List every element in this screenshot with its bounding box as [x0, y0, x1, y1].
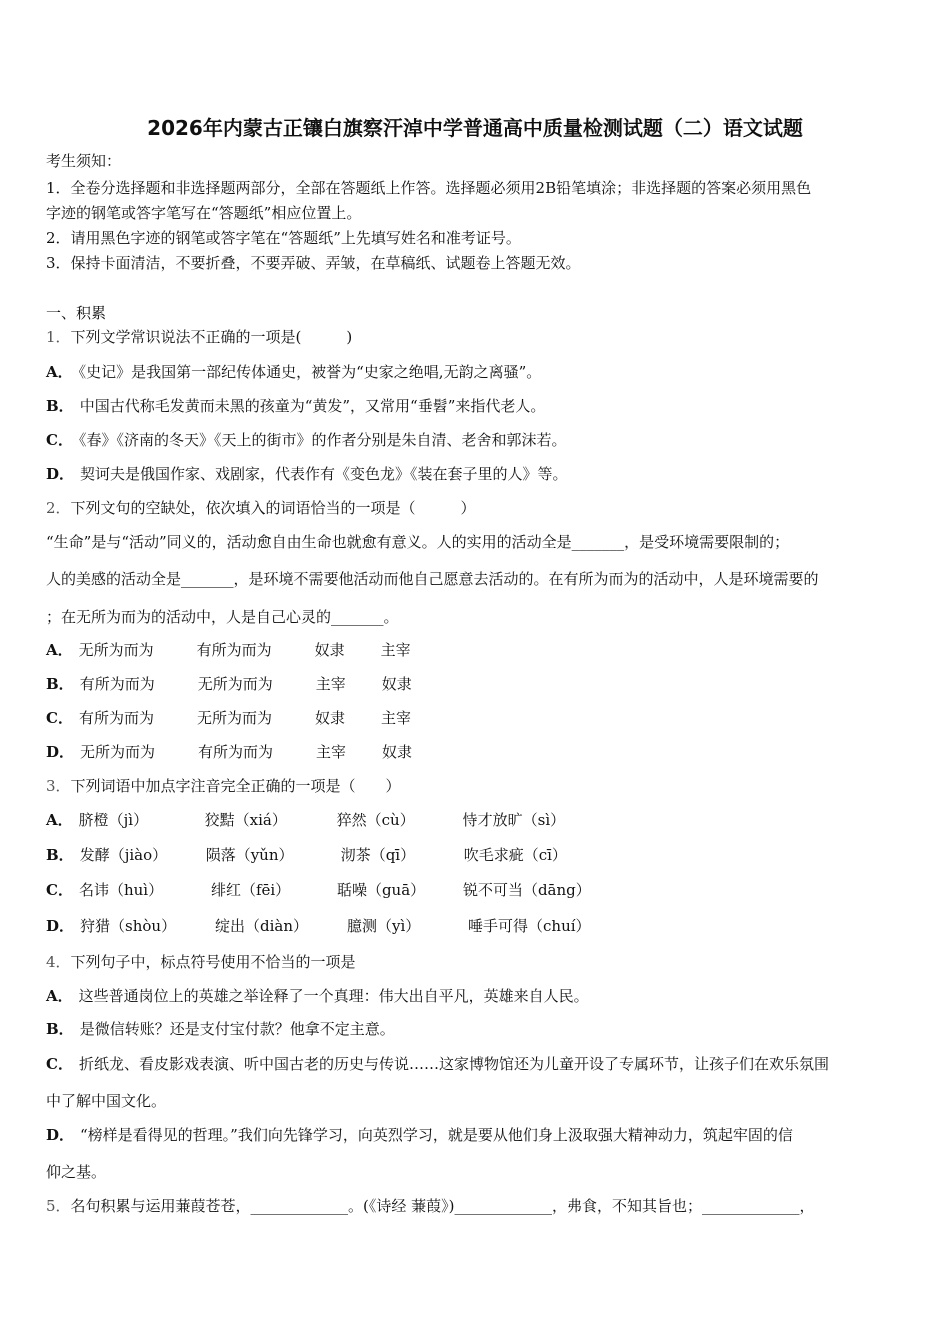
option-label: D． — [46, 743, 75, 761]
choice-word: 主宰 — [316, 743, 347, 761]
section-heading: 一、积累 — [46, 304, 107, 322]
notice-heading: 考生须知： — [46, 152, 122, 170]
choice-word: 锐不可当（dāng） — [462, 881, 591, 899]
q2-option-a[interactable] — [46, 639, 411, 660]
choice-word: 奴隶 — [381, 675, 412, 693]
choice-word: 奴隶 — [314, 641, 345, 659]
choice-word: 无所为而为 — [80, 743, 156, 761]
option-text: “榜样是看得见的哲理。”我们向先锋学习，向英烈学习，就是要从他们身上汲取强大精神动力，筑起牢固的信 — [80, 1126, 793, 1144]
question-number: 2． — [46, 499, 71, 517]
page-title: 2026年内蒙古正镶白旗察汗淖中学普通高中质量检测试题（二）语文试题 — [147, 116, 803, 140]
option-label: C． — [46, 709, 73, 727]
choice-word: 有所为而为 — [78, 709, 154, 727]
choice-word: 主宰 — [380, 641, 411, 659]
q1-option-b[interactable] — [46, 395, 545, 416]
option-label: B． — [46, 397, 74, 415]
q4-option-d-continued: 仰之基。 — [46, 1163, 107, 1181]
q2-option-c[interactable] — [46, 707, 411, 728]
q2-option-b[interactable] — [46, 673, 412, 694]
choice-word: 名讳（huì） — [78, 881, 164, 899]
option-text: 折纸龙、看皮影戏表演、听中国古老的历史与传说……这家博物馆还为儿童开设了专属环节，让孩子们在欢乐氛围 — [78, 1055, 829, 1073]
option-label: C． — [46, 431, 73, 449]
option-text: 《史记》是我国第一部纪传体通史，被誉为“史家之绝唱,无韵之离骚”。 — [78, 363, 542, 381]
question-number: 4． — [46, 953, 71, 971]
notice-line-1: 1．全卷分选择题和非选择题两部分，全部在答题纸上作答。选择题必须用2B铅笔填涂；非选择题的答案必须用黑色 — [46, 179, 812, 197]
q4-option-b[interactable] — [46, 1018, 395, 1039]
notice-line-2: 字迹的钢笔或答字笔写在“答题纸”相应位置上。 — [46, 204, 362, 222]
q3-option-c[interactable] — [46, 879, 591, 900]
choice-word: 聒噪（guā） — [336, 881, 426, 899]
choice-word: 绯红（fēi） — [210, 881, 291, 899]
question-5-stem — [46, 1195, 815, 1216]
choice-word: 狩猎（shòu） — [80, 917, 177, 935]
question-text: 下列词语中加点字注音完全正确的一项是（ ） — [70, 777, 401, 795]
q4-option-c[interactable] — [46, 1053, 829, 1074]
notice-line-4: 3．保持卡面清洁，不要折叠，不要弄破、弄皱，在草稿纸、试题卷上答题无效。 — [46, 254, 581, 272]
question-number: 1． — [46, 328, 71, 346]
choice-word: 脐橙（jì） — [78, 811, 149, 829]
notice-line-3: 2．请用黑色字迹的钢笔或答字笔在“答题纸”上先填写姓名和准考证号。 — [46, 229, 521, 247]
choice-word: 有所为而为 — [79, 675, 155, 693]
option-label: A． — [46, 987, 73, 1005]
choice-word: 无所为而为 — [78, 641, 154, 659]
choice-word: 有所为而为 — [198, 743, 274, 761]
question-text: 下列文学常识说法不正确的一项是( ) — [70, 328, 353, 346]
question-3-stem — [46, 775, 401, 796]
q1-option-c[interactable] — [46, 429, 566, 450]
option-text: 《春》《济南的冬天》《天上的街市》的作者分别是朱自清、老舍和郭沫若。 — [78, 431, 567, 449]
q4-option-c-continued: 中了解中国文化。 — [46, 1092, 167, 1110]
q4-option-d[interactable] — [46, 1124, 793, 1145]
q2-passage-line-3: ；在无所为而为的活动中，人是自己心灵的_______。 — [46, 608, 399, 626]
option-label: D． — [46, 465, 75, 483]
question-4-stem — [46, 951, 356, 972]
q1-option-d[interactable] — [46, 463, 568, 484]
question-text: 下列文句的空缺处，依次填入的词语恰当的一项是（ ） — [70, 499, 476, 517]
option-label: A． — [46, 363, 73, 381]
option-label: B． — [46, 846, 74, 864]
choice-word: 绽出（diàn） — [215, 917, 309, 935]
question-number: 5． — [46, 1197, 71, 1215]
question-text: 名句积累与运用蒹葭苍苍，_____________。(《诗经 蒹葭》)_____________，弗食，不知其旨也；_____________， — [70, 1197, 815, 1215]
option-label: D． — [46, 917, 75, 935]
q2-passage-line-1: “生命”是与“活动”同义的，活动愈自由生命也就愈有意义。人的实用的活动全是_______，是受环境需要限制的； — [46, 533, 790, 551]
option-label: C． — [46, 881, 73, 899]
choice-word: 吹毛求疵（cī） — [463, 846, 567, 864]
q3-option-b[interactable] — [46, 844, 567, 865]
question-number: 3． — [46, 777, 71, 795]
choice-word: 臆测（yì） — [347, 917, 421, 935]
option-text: 契诃夫是俄国作家、戏剧家，代表作有《变色龙》《装在套子里的人》等。 — [80, 465, 568, 483]
choice-word: 唾手可得（chuí） — [468, 917, 591, 935]
option-text: 是微信转账？还是支付宝付款？他拿不定主意。 — [79, 1020, 395, 1038]
option-label: B． — [46, 675, 74, 693]
choice-word: 奴隶 — [382, 743, 413, 761]
choice-word: 主宰 — [315, 675, 346, 693]
choice-word: 无所为而为 — [196, 709, 272, 727]
option-label: D． — [46, 1126, 75, 1144]
question-2-stem — [46, 497, 476, 518]
choice-word: 沏茶（qī） — [340, 846, 416, 864]
choice-word: 奴隶 — [314, 709, 345, 727]
choice-word: 有所为而为 — [196, 641, 272, 659]
q4-option-a[interactable] — [46, 985, 589, 1006]
option-text: 中国古代称毛发黄而未黑的孩童为“黄发”，又常用“垂髫”来指代老人。 — [79, 397, 546, 415]
q3-option-d[interactable] — [46, 915, 591, 936]
q2-passage-line-2: 人的美感的活动全是_______，是环境不需要他活动而他自己愿意去活动的。在有所为而为的活动中，人是环境需要的 — [46, 570, 819, 588]
q1-option-a[interactable] — [46, 361, 541, 382]
q3-option-a[interactable] — [46, 809, 565, 830]
q2-option-d[interactable] — [46, 741, 412, 762]
choice-word: 无所为而为 — [197, 675, 273, 693]
choice-word: 发酵（jiào） — [79, 846, 168, 864]
question-1-stem — [46, 326, 352, 347]
option-label: A． — [46, 811, 73, 829]
option-label: C． — [46, 1055, 73, 1073]
option-label: A． — [46, 641, 73, 659]
choice-word: 恃才放旷（sì） — [462, 811, 566, 829]
option-text: 这些普通岗位上的英雄之举诠释了一个真理：伟大出自平凡，英雄来自人民。 — [78, 987, 589, 1005]
choice-word: 主宰 — [380, 709, 411, 727]
choice-word: 猝然（cù） — [336, 811, 415, 829]
choice-word: 陨落（yǔn） — [205, 846, 294, 864]
choice-word: 狡黠（xiá） — [204, 811, 287, 829]
question-text: 下列句子中，标点符号使用不恰当的一项是 — [70, 953, 356, 971]
option-label: B． — [46, 1020, 74, 1038]
